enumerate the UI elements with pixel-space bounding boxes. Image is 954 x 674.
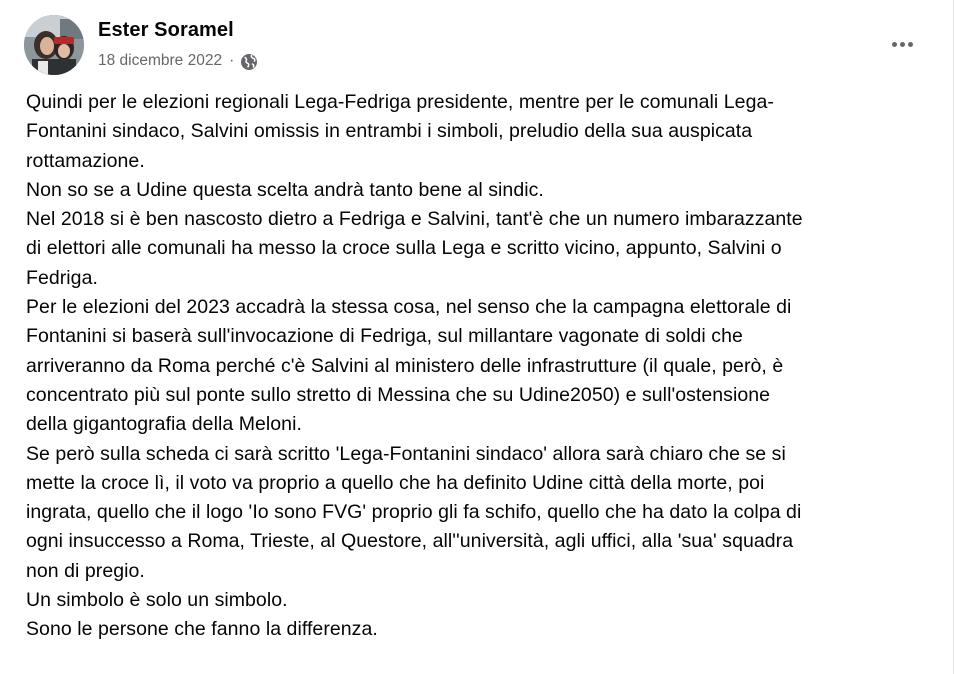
post-text: Quindi per le elezioni regionali Lega-Fedriga presidente, mentre per le comunali Lega- Fontanini sindaco, Salvini omissis in entrambi i simboli, preludio della sua auspicata rottamazione. Non so se a Udine questa scelta andrà tanto bene al sindic. Nel 2018 si è ben nascosto dietro a Fedriga e Salvini, tant'è che un numero imbarazzante di elettori alle comunali ha messo la croce sulla Lega e scritto vicino, appunto, Salvini o Fedriga. Per le elezioni del 2023 accadrà la stessa cosa, nel senso che la campagna elettorale di Fontanini si baserà sull'invocazione di Fedriga, sul millantare vagonate di soldi che arriveranno da Roma perché c'è Salvini al ministero delle infrastrutture (il quale, però, è concentrato più sul ponte sullo stretto di Messina che su Udine2050) e sull'ostensione della gigantografia della Meloni. Se però sulla scheda ci sarà scritto 'Lega-Fontanini sindaco' allora sarà chiaro che se si mette la croce lì, il voto va proprio a quello che ha definito Udine città della morte, poi ingrata, quello che il logo 'Io sono FVG' proprio gli fa schifo, quello che ha dato la colpa di ogni insuccesso a Roma, Trieste, al Questore, all''università, agli uffici, alla 'sua' squadra non di pregio. Un simbolo è solo un simbolo. Sono le persone che fanno la differenza. — [26, 91, 803, 641]
globe-icon[interactable] — [240, 53, 258, 71]
post-header — [24, 15, 924, 77]
meta-separator: · — [229, 51, 235, 69]
post-date[interactable]: 18 dicembre 2022 — [98, 51, 223, 69]
author-name[interactable]: Ester Soramel — [98, 19, 234, 41]
more-options-icon — [892, 42, 897, 47]
author-avatar[interactable] — [24, 15, 84, 75]
more-options-icon — [900, 42, 905, 47]
more-options-icon — [908, 42, 913, 47]
avatar-photo-icon — [24, 15, 84, 75]
post-meta — [98, 50, 258, 71]
more-options-button[interactable] — [886, 31, 918, 57]
